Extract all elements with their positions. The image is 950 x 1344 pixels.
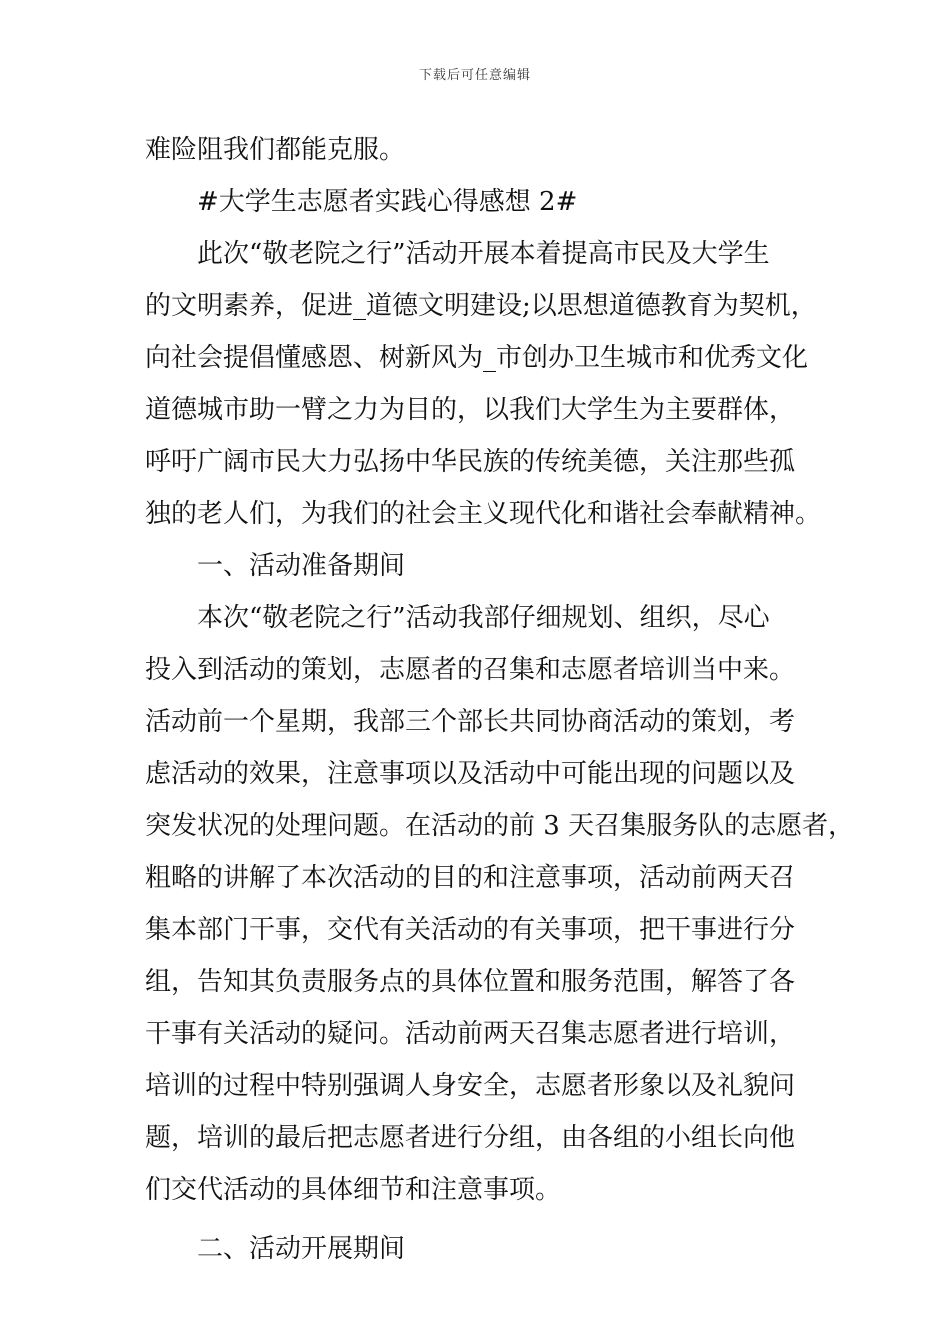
paragraph-line: 道德城市助一臂之力为目的，以我们大学生为主要群体，	[145, 395, 796, 425]
paragraph-line: 虑活动的效果，注意事项以及活动中可能出现的问题以及	[145, 759, 796, 789]
section-heading: 二、活动开展期间	[197, 1234, 406, 1264]
paragraph-line: 本次“敬老院之行”活动我部仔细规划、组织，尽心	[197, 603, 770, 633]
paragraph-line: 组，告知其负责服务点的具体位置和服务范围，解答了各	[145, 967, 796, 997]
paragraph-line: 向社会提倡懂感恩、树新风为_市创办卫生城市和优秀文化	[145, 343, 809, 373]
paragraph-line: 粗略的讲解了本次活动的目的和注意事项，活动前两天召	[145, 863, 796, 893]
section-title: #大学生志愿者实践心得感想 2#	[197, 187, 578, 217]
paragraph-line: 突发状况的处理问题。在活动的前 3 天召集服务队的志愿者，	[145, 811, 855, 841]
paragraph-line: 此次“敬老院之行”活动开展本着提高市民及大学生	[197, 239, 770, 269]
paragraph-line: 们交代活动的具体细节和注意事项。	[145, 1175, 562, 1205]
page-header: 下载后可任意编辑	[418, 68, 531, 83]
paragraph-line: 的文明素养，促进_道德文明建设;以思想道德教育为契机，	[145, 291, 817, 321]
paragraph-line: 集本部门干事，交代有关活动的有关事项，把干事进行分	[145, 915, 796, 945]
paragraph-line: 培训的过程中特别强调人身安全，志愿者形象以及礼貌问	[145, 1071, 796, 1101]
paragraph-line: 干事有关活动的疑问。活动前两天召集志愿者进行培训，	[145, 1019, 796, 1049]
paragraph-line: 难险阻我们都能克服。	[145, 135, 406, 165]
paragraph-line: 投入到活动的策划，志愿者的召集和志愿者培训当中来。	[145, 655, 796, 685]
paragraph-line: 活动前一个星期，我部三个部长共同协商活动的策划，考	[145, 707, 796, 737]
paragraph-line: 题，培训的最后把志愿者进行分组，由各组的小组长向他	[145, 1123, 796, 1153]
paragraph-line: 呼吁广阔市民大力弘扬中华民族的传统美德，关注那些孤	[145, 447, 796, 477]
section-heading: 一、活动准备期间	[197, 551, 406, 581]
document-body	[145, 124, 855, 1282]
paragraph-line: 独的老人们，为我们的社会主义现代化和谐社会奉献精神。	[145, 499, 822, 529]
